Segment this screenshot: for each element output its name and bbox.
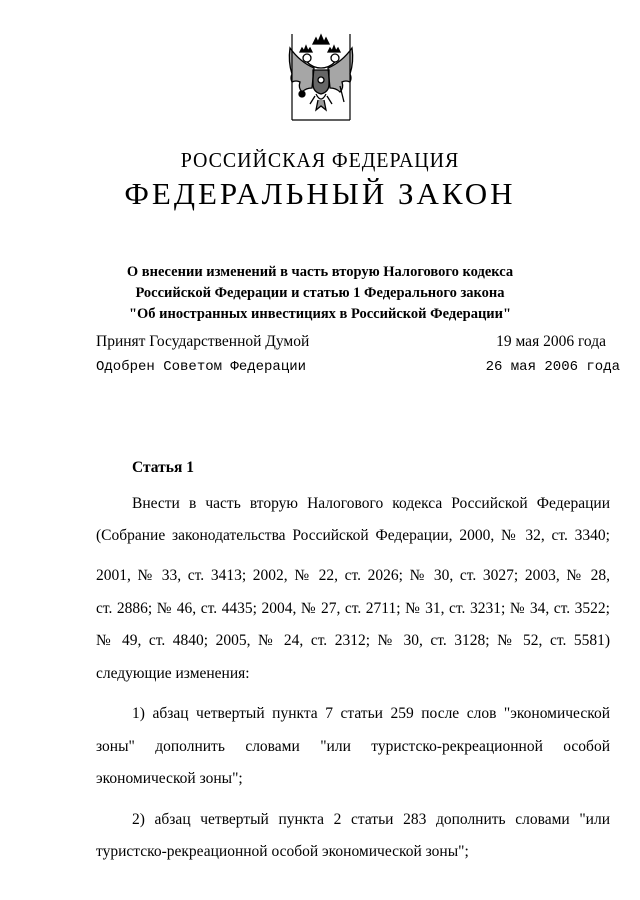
law-title-line: О внесении изменений в часть вторую Налогового кодекса — [126, 264, 514, 280]
article-text-line: 2) абзац четвертый пункта 2 статьи 283 дополнить словами "или — [132, 811, 610, 828]
duma-adoption-date: 19 мая 2006 года — [496, 333, 606, 350]
article-text-line: Внести в часть вторую Налогового кодекса Российской Федерации — [132, 495, 610, 512]
article-text-line: зоны" дополнить словами "или туристско-рекреационной особой — [96, 738, 610, 755]
law-title — [80, 262, 560, 325]
article-heading: Статья 1 — [132, 459, 194, 476]
duma-adoption-label: Принят Государственной Думой — [96, 333, 310, 350]
article-text-line: следующие изменения: — [96, 665, 250, 682]
article-text-line: туристско-рекреационной особой экономической зоны"; — [96, 843, 469, 860]
council-approval-date: 26 мая 2006 года — [485, 359, 620, 375]
article-text-line: 1) абзац четвертый пункта 7 статьи 259 после слов "экономической — [132, 705, 610, 722]
article-text-line: ст. 2886; № 46, ст. 4435; 2004, № 27, ст. 2711; № 31, ст. 3231; № 34, ст. 3522; — [96, 600, 610, 617]
country-heading: РОССИЙСКАЯ ФЕДЕРАЦИЯ — [180, 148, 460, 172]
law-title-line: Российской Федерации и статью 1 Федерального закона — [135, 285, 505, 301]
article-text-line: 2001, № 33, ст. 3413; 2002, № 22, ст. 2026; № 30, ст. 3027; 2003, № 28, — [96, 567, 610, 584]
council-approval-label: Одобрен Советом Федерации — [96, 359, 307, 375]
russian-coat-of-arms-icon — [286, 30, 356, 126]
article-text-line: экономической зоны"; — [96, 770, 243, 787]
document-type-heading: ФЕДЕРАЛЬНЫЙ ЗАКОН — [124, 176, 516, 211]
article-text-line: (Собрание законодательства Российской Федерации, 2000, № 32, ст. 3340; — [96, 527, 610, 544]
law-title-line: "Об иностранных инвестициях в Российской Федерации" — [128, 306, 512, 322]
article-text-line: № 49, ст. 4840; 2005, № 24, ст. 2312; № 30, ст. 3128; № 52, ст. 5581) — [96, 632, 610, 649]
